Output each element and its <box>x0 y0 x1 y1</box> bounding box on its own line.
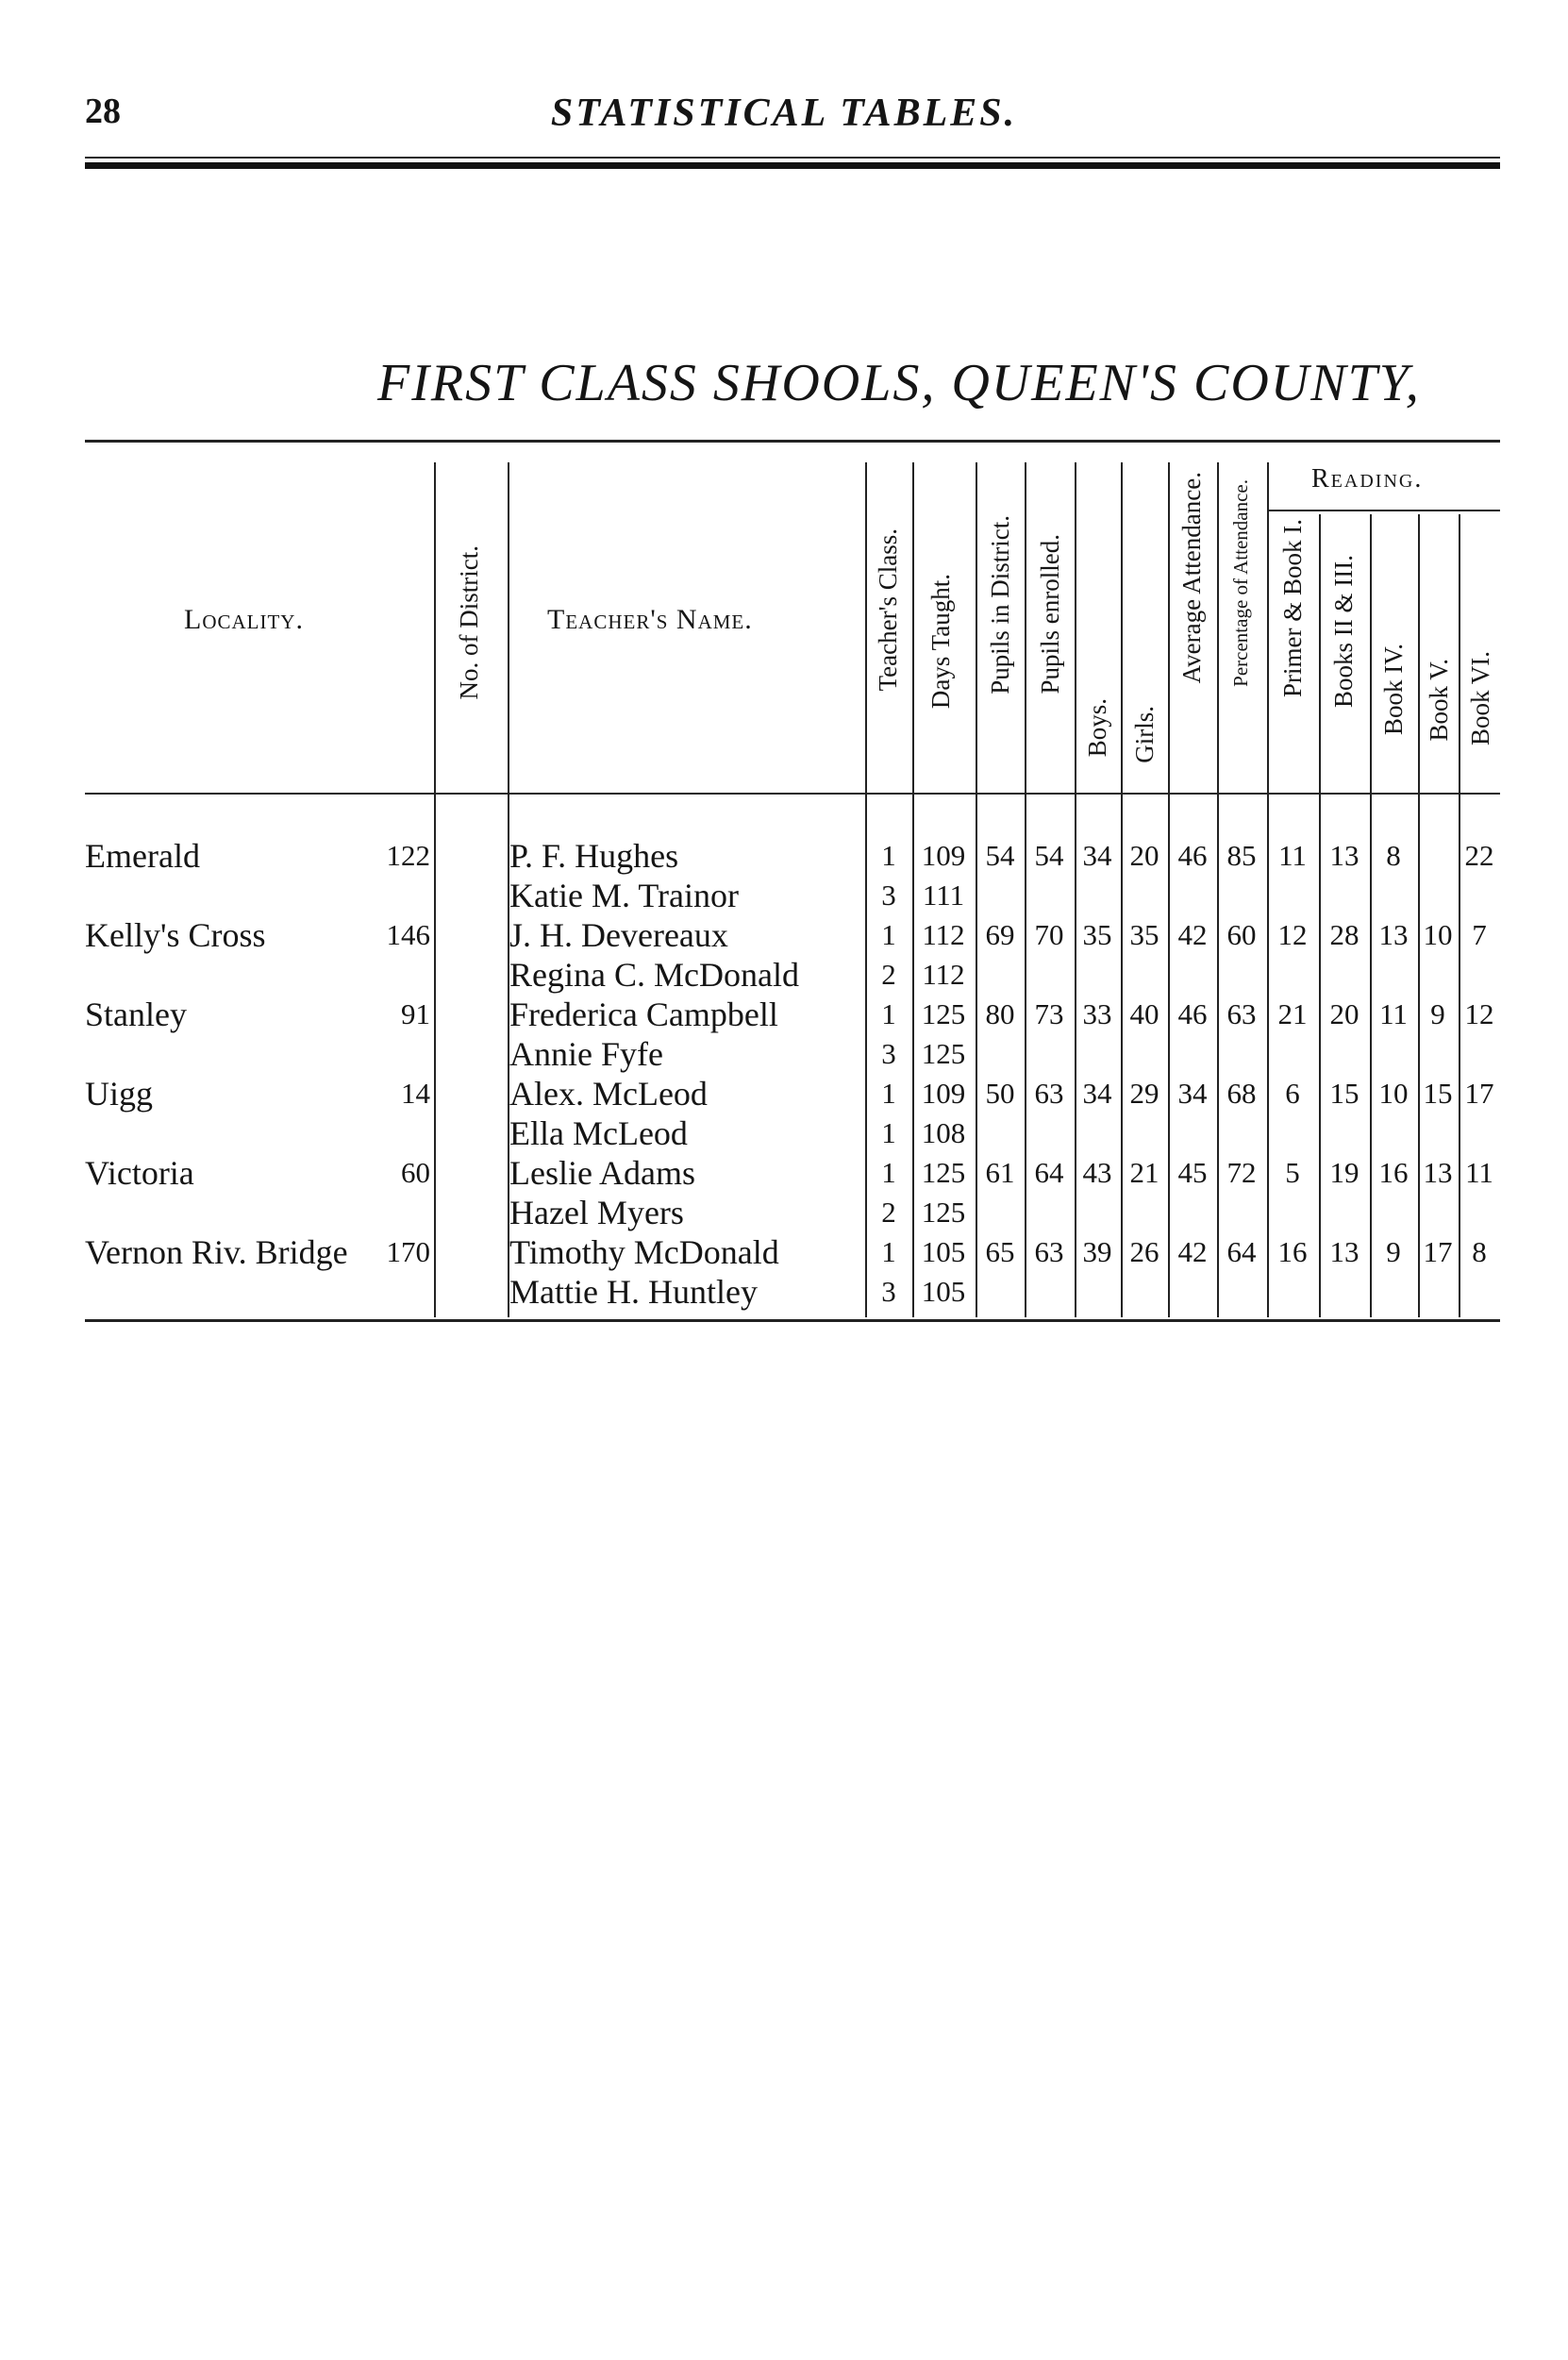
header-reading-group: Reading. <box>1311 464 1424 494</box>
cell-teacher-name: Katie M. Trainor <box>509 877 739 914</box>
cell-days: 112 <box>922 918 965 951</box>
cell-r5: 15 <box>1423 1077 1453 1110</box>
cell-teacher-name: J. H. Devereaux <box>509 916 728 954</box>
cell-cls: 3 <box>881 1275 896 1308</box>
cell-r2: 20 <box>1329 997 1359 1030</box>
table-bottom-rule <box>85 1319 1500 1322</box>
cell-teacher-name: Frederica Campbell <box>509 996 778 1033</box>
cell-r6: 22 <box>1464 839 1494 872</box>
cell-r6: 8 <box>1472 1235 1487 1268</box>
header-teacher-class: Teacher's Class. <box>874 528 902 692</box>
cell-r5: 13 <box>1423 1156 1453 1189</box>
cell-pe: 63 <box>1034 1077 1064 1110</box>
cell-district: 14 <box>401 1077 430 1110</box>
cell-days: 109 <box>921 839 966 872</box>
cell-district: 91 <box>401 997 430 1030</box>
cell-pe: 64 <box>1034 1156 1064 1189</box>
cell-pe: 70 <box>1034 918 1064 951</box>
cell-pd: 54 <box>985 839 1015 872</box>
cell-r2: 13 <box>1329 839 1359 872</box>
cell-avg: 34 <box>1177 1077 1208 1110</box>
header-teacher-name: Teacher's Name. <box>547 604 753 635</box>
cell-pd: 69 <box>985 918 1015 951</box>
cell-teacher-name: Regina C. McDonald <box>509 956 799 994</box>
header-average-attendance: Average Attendance. <box>1177 472 1206 684</box>
cell-pct: 72 <box>1226 1156 1257 1189</box>
cell-days: 125 <box>921 1037 966 1070</box>
cell-r6: 7 <box>1472 918 1487 951</box>
cell-r1: 6 <box>1285 1077 1300 1110</box>
cell-days: 111 <box>922 879 965 912</box>
header-book-4: Book IV. <box>1379 644 1408 736</box>
header-book-6: Book VI. <box>1466 651 1494 746</box>
cell-r5: 9 <box>1430 997 1445 1030</box>
cell-r6: 17 <box>1464 1077 1494 1110</box>
cell-teacher-name: P. F. Hughes <box>509 837 679 875</box>
cell-r2: 19 <box>1329 1156 1359 1189</box>
cell-teacher-name: Hazel Myers <box>509 1194 684 1231</box>
cell-pe: 54 <box>1034 839 1064 872</box>
cell-days: 125 <box>921 1196 966 1229</box>
cell-r5: 17 <box>1423 1235 1453 1268</box>
cell-pe: 63 <box>1034 1235 1064 1268</box>
cell-avg: 42 <box>1177 918 1208 951</box>
cell-r1: 16 <box>1277 1235 1308 1268</box>
cell-cls: 2 <box>881 958 896 991</box>
cell-r1: 12 <box>1277 918 1308 951</box>
cell-boys: 43 <box>1082 1156 1112 1189</box>
cell-r1: 11 <box>1278 839 1307 872</box>
cell-r5: 10 <box>1423 918 1453 951</box>
cell-r1: 21 <box>1277 997 1308 1030</box>
cell-r4: 9 <box>1386 1235 1401 1268</box>
header-books-2-3: Books II & III. <box>1329 555 1358 708</box>
cell-r4: 16 <box>1378 1156 1409 1189</box>
cell-avg: 46 <box>1177 839 1208 872</box>
cell-locality: Uigg <box>85 1075 153 1113</box>
cell-r6: 11 <box>1465 1156 1493 1189</box>
cell-r2: 15 <box>1329 1077 1359 1110</box>
header-book-5: Book V. <box>1425 659 1453 742</box>
cell-girls: 21 <box>1129 1156 1159 1189</box>
header-boys: Boys. <box>1083 698 1111 758</box>
cell-teacher-name: Alex. McLeod <box>509 1075 708 1113</box>
cell-locality: Stanley <box>85 996 187 1033</box>
cell-district: 60 <box>401 1156 430 1189</box>
cell-days: 108 <box>921 1116 966 1149</box>
cell-pct: 60 <box>1226 918 1257 951</box>
cell-teacher-name: Timothy McDonald <box>509 1233 779 1271</box>
cell-boys: 35 <box>1082 918 1112 951</box>
cell-r4: 13 <box>1378 918 1409 951</box>
cell-pct: 63 <box>1226 997 1257 1030</box>
page-number: 28 <box>85 92 121 131</box>
cell-cls: 3 <box>881 879 896 912</box>
header-district: No. of District. <box>455 545 483 700</box>
cell-cls: 1 <box>881 1077 896 1110</box>
cell-cls: 2 <box>881 1196 896 1229</box>
cell-r4: 11 <box>1379 997 1408 1030</box>
cell-r4: 10 <box>1378 1077 1409 1110</box>
cell-avg: 45 <box>1177 1156 1208 1189</box>
cell-locality: Kelly's Cross <box>85 916 266 954</box>
cell-girls: 40 <box>1129 997 1159 1030</box>
cell-girls: 29 <box>1129 1077 1159 1110</box>
cell-girls: 35 <box>1129 918 1159 951</box>
cell-r2: 13 <box>1329 1235 1359 1268</box>
table-title: FIRST CLASS SHOOLS, QUEEN'S COUNTY, <box>377 354 1421 412</box>
cell-locality: Vernon Riv. Bridge <box>85 1233 348 1271</box>
reading-group-rule <box>1269 510 1500 511</box>
cell-pct: 85 <box>1226 839 1257 872</box>
cell-r1: 5 <box>1285 1156 1300 1189</box>
header-locality: Locality. <box>184 604 304 635</box>
cell-r4: 8 <box>1386 839 1401 872</box>
cell-district: 170 <box>386 1235 430 1268</box>
cell-pd: 80 <box>985 997 1015 1030</box>
cell-teacher-name: Annie Fyfe <box>509 1035 663 1073</box>
cell-cls: 3 <box>881 1037 896 1070</box>
cell-avg: 42 <box>1177 1235 1208 1268</box>
table-header-rule <box>85 793 1500 795</box>
cell-cls: 1 <box>881 1156 896 1189</box>
cell-r2: 28 <box>1329 918 1359 951</box>
cell-cls: 1 <box>881 1116 896 1149</box>
cell-pct: 68 <box>1226 1077 1257 1110</box>
cell-boys: 39 <box>1082 1235 1112 1268</box>
cell-days: 125 <box>921 997 966 1030</box>
cell-teacher-name: Ella McLeod <box>509 1114 688 1152</box>
header-primer-book-1: Primer & Book I. <box>1278 519 1307 697</box>
cell-cls: 1 <box>881 1235 896 1268</box>
cell-teacher-name: Mattie H. Huntley <box>509 1273 758 1311</box>
header-rule-thick <box>85 162 1500 169</box>
cell-locality: Victoria <box>85 1154 194 1192</box>
header-rule-thin <box>85 157 1500 159</box>
cell-district: 122 <box>386 839 430 872</box>
cell-boys: 34 <box>1082 839 1112 872</box>
cell-pd: 65 <box>985 1235 1015 1268</box>
header-percentage-attendance: Percentage of Attendance. <box>1229 479 1252 687</box>
cell-district: 146 <box>386 918 430 951</box>
cell-boys: 33 <box>1082 997 1112 1030</box>
header-pupils-district: Pupils in District. <box>986 515 1014 695</box>
cell-pct: 64 <box>1226 1235 1257 1268</box>
cell-girls: 20 <box>1129 839 1159 872</box>
cell-days: 109 <box>921 1077 966 1110</box>
cell-r6: 12 <box>1464 997 1494 1030</box>
cell-boys: 34 <box>1082 1077 1112 1110</box>
cell-girls: 26 <box>1129 1235 1159 1268</box>
cell-days: 105 <box>921 1275 966 1308</box>
cell-pe: 73 <box>1034 997 1064 1030</box>
cell-pd: 50 <box>985 1077 1015 1110</box>
cell-avg: 46 <box>1177 997 1208 1030</box>
running-head: STATISTICAL TABLES. <box>550 92 1018 135</box>
cell-days: 112 <box>922 958 965 991</box>
header-girls: Girls. <box>1130 706 1159 763</box>
header-pupils-enrolled: Pupils enrolled. <box>1036 534 1064 695</box>
cell-cls: 1 <box>881 839 896 872</box>
cell-locality: Emerald <box>85 837 200 875</box>
cell-teacher-name: Leslie Adams <box>509 1154 695 1192</box>
header-days-taught: Days Taught. <box>926 574 955 710</box>
column-rule <box>434 462 436 1317</box>
table-top-rule <box>85 440 1500 443</box>
cell-cls: 1 <box>881 918 896 951</box>
cell-pd: 61 <box>985 1156 1015 1189</box>
cell-days: 125 <box>921 1156 966 1189</box>
cell-days: 105 <box>921 1235 966 1268</box>
cell-cls: 1 <box>881 997 896 1030</box>
